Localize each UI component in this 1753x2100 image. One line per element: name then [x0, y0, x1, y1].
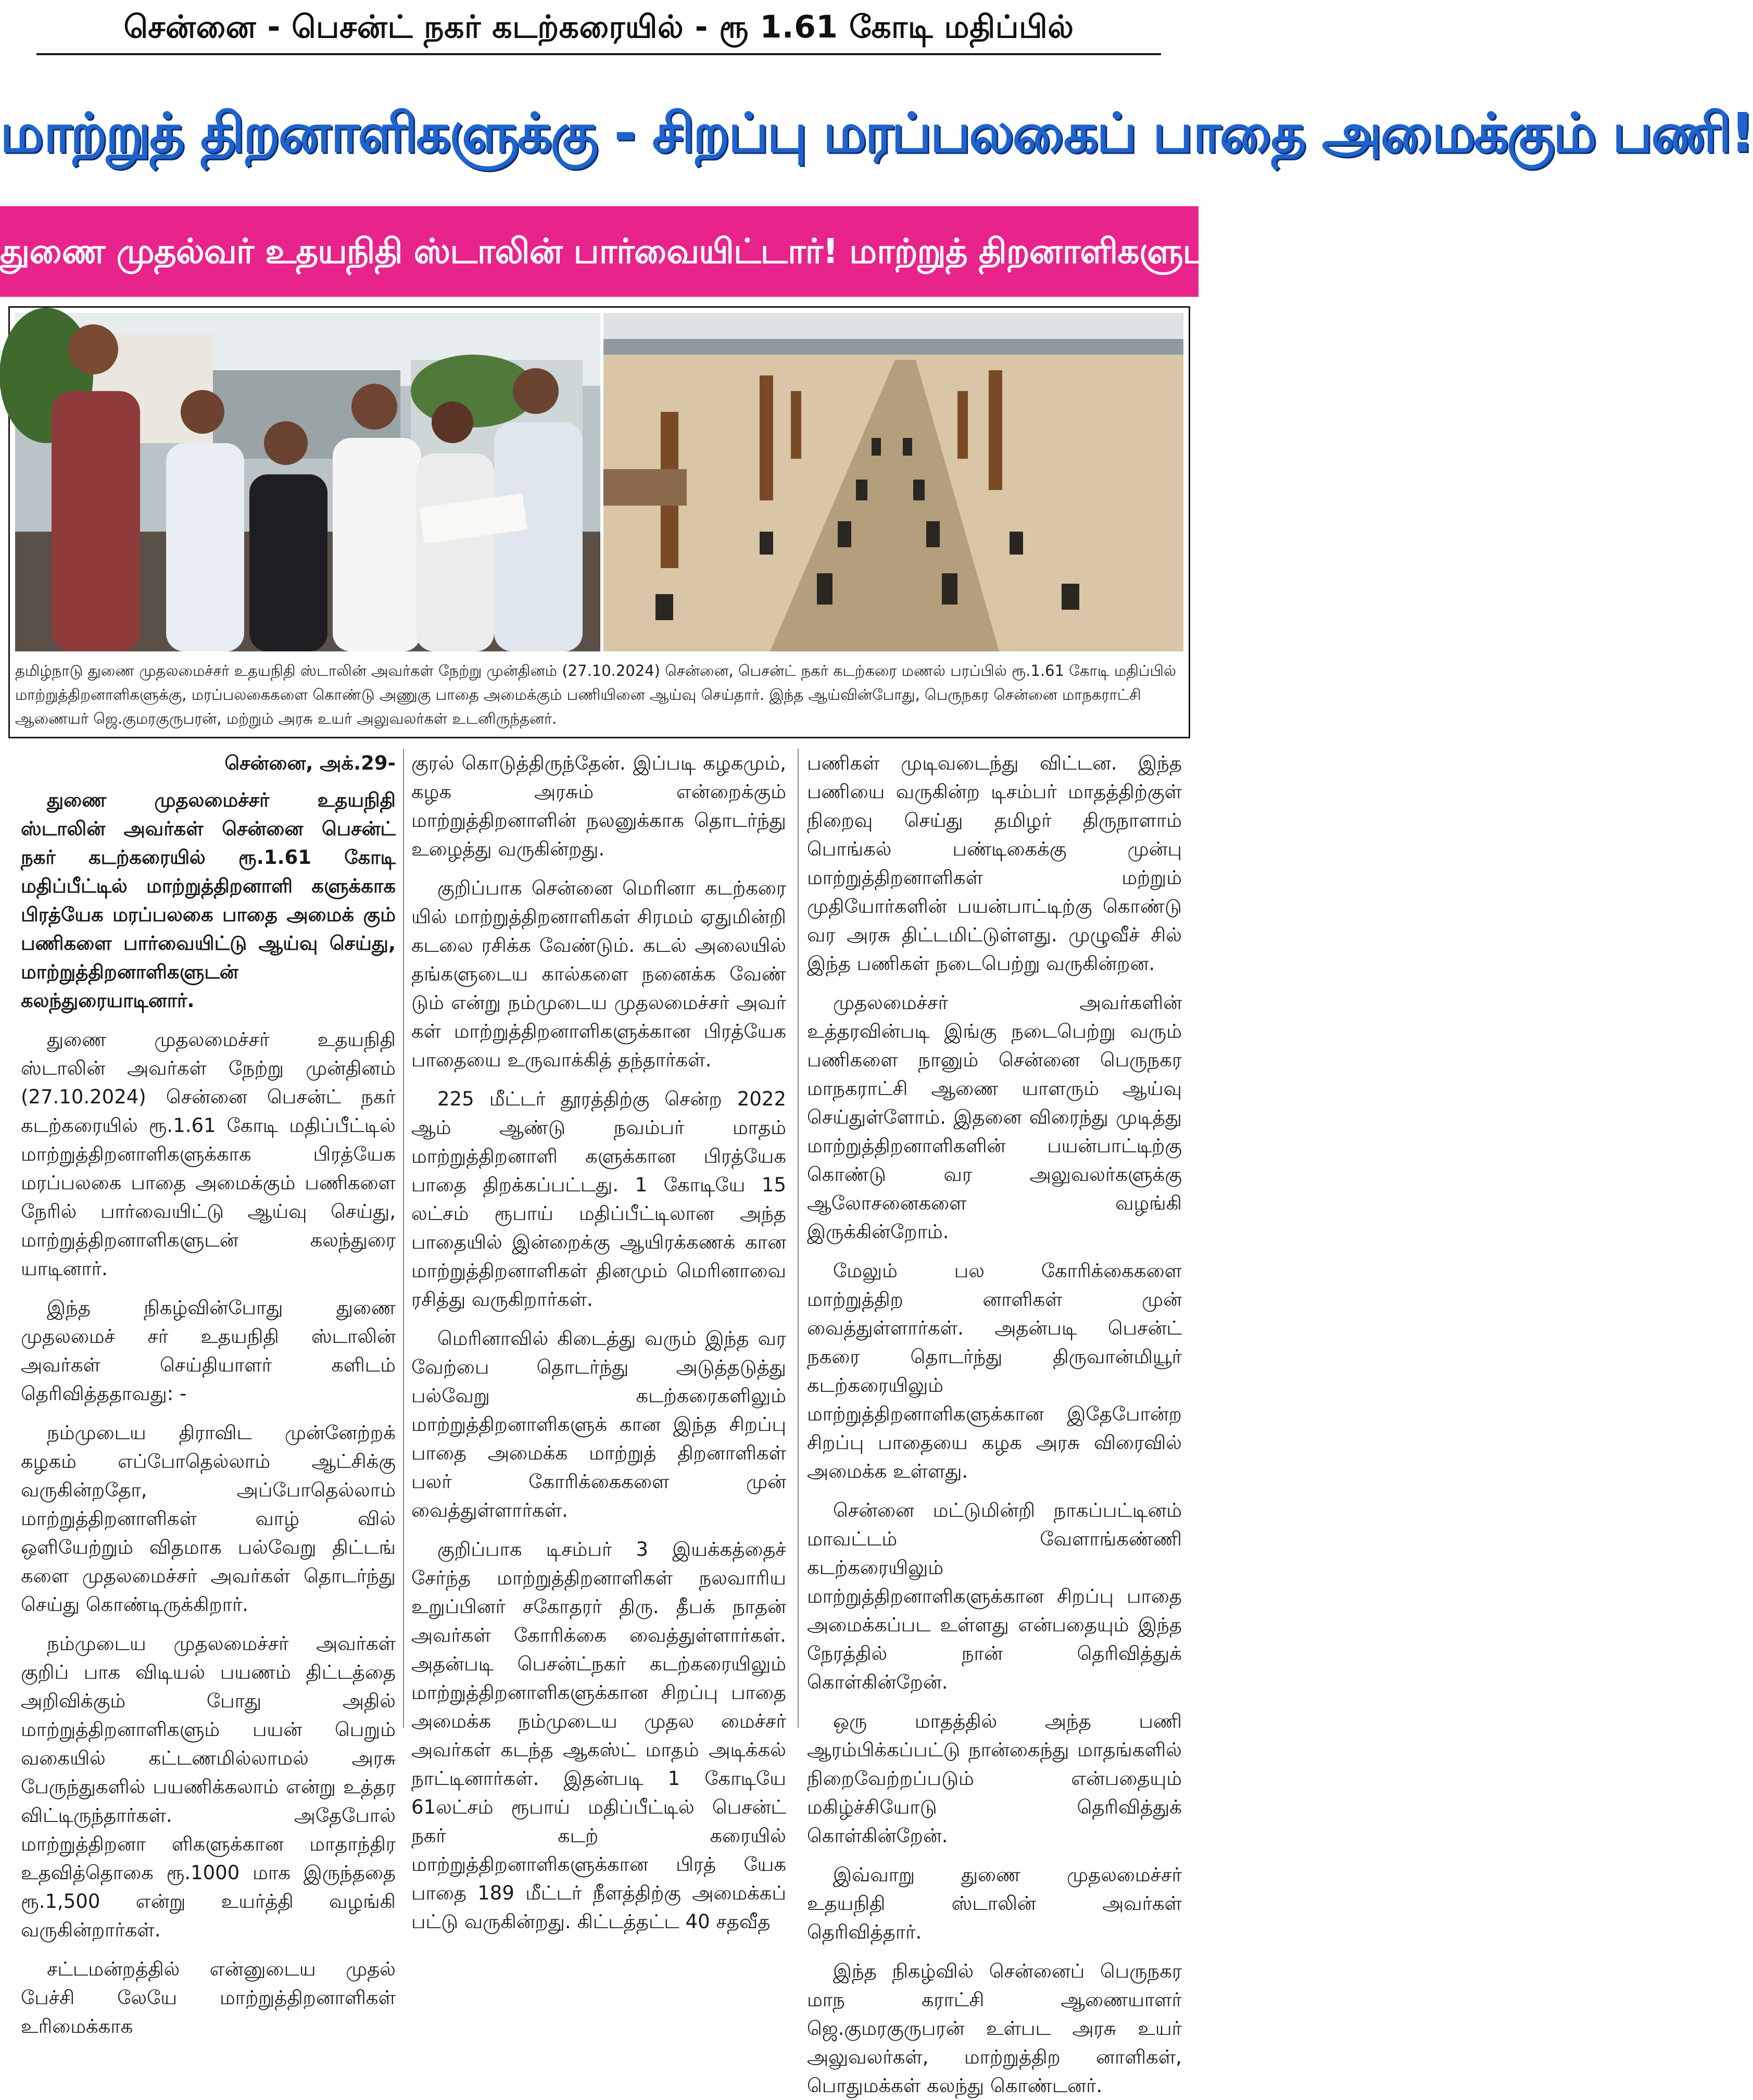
subheadline-band: [0, 206, 1561, 297]
article-paragraph: 225 மீட்டர் தூரத்திற்கு சென்ற 2022 ஆம் ஆண்டு நவம்பர் மாதம் மாற்றுத்திறனாளி களுக்கான பிரத்யேக பாதை திறக்கப்பட்டது. 1 கோடியே 15 லட்சம் ரூபாய் மதிப்பீட்டிலான அந்த பாதையில் இன்றைக்கு ஆயிரக்கணக் கான மாற்றுத்திறனாளிகள் தினமும் மெரினாவை ரசித்து வருகிறார்கள்.: [411, 1088, 786, 1311]
article-paragraph: சட்டமன்றத்தில் என்னுடைய முதல் பேச்சி லேயே மாற்றுத்திறனாளிகள் உரிமைக்காக: [21, 1958, 396, 2038]
subheadline: துணை முதல்வர் உதயநிதி ஸ்டாலின் பார்வையிட்டார்! மாற்றுத் திறனாளிகளுடன் கலந்துரையாடினார்!: [0, 231, 1561, 271]
officials-inspection-photo: [15, 313, 600, 651]
article-paragraph: மெரினாவில் கிடைத்து வரும் இந்த வர வேற்பை தொடர்ந்து அடுத்தடுத்து பல்வேறு கடற்கரைகளிலும் மாற்றுத்திறனாளிகளுக் கான இந்த சிறப்பு பாதை அமைக்க மாற்றுத் திறனாளிகள் பலர் கோரிக்கைகளை முன் வைத்துள்ளார்கள்.: [411, 1327, 786, 1521]
photo-caption: தமிழ்நாடு துணை முதலமைச்சர் உதயநிதி ஸ்டாலின் அவர்கள் நேற்று முன்தினம் (27.10.2024) சென்னை, பெசன்ட் நகர் கடற்கரை மணல் பரப்பில் ரூ.1.61 கோடி மதிப்பில் மாற்றுத்திறனாளிகளுக்கு, மரப்பலகைகளை கொண்டு அணுகு பாதை அமைக்கும் பணியினை ஆய்வு செய்தார். இந்த ஆய்வின்போது, பெருநகர சென்னை மாநகராட்சி ஆணையர் ஜெ.குமரகுருபரன், மற்றும் அரசு உயர் அலுவலர்கள் உடனிருந்தனர்.: [15, 662, 1177, 727]
article-column-1: [21, 749, 396, 2038]
article-column-3: [807, 749, 1182, 2097]
article-paragraph: சென்னை மட்டுமின்றி நாகப்பட்டினம் மாவட்டம் வேளாங்கண்ணி கடற்கரையிலும் மாற்றுத்திறனாளிகளுக்கான சிறப்பு பாதை அமைக்கப்பட உள்ளது என்பதையும் இந்த நேரத்தில் நான் தெரிவித்துக் கொள்கின்றேன்.: [807, 1499, 1182, 1693]
article-paragraph: துணை முதலமைச்சர் உதயநிதி ஸ்டாலின் அவர்கள் நேற்று முன்தினம் (27.10.2024) சென்னை பெசன்ட் நகர் கடற்கரையில் ரூ.1.61 கோடி மதிப்பீட்டில் மாற்றுத்திறனாளிகளுக்காக பிரத்யேக மரப்பலகை பாதை அமைக்கும் பணிகளை நேரில் பார்வையிட்டு ஆய்வு செய்து, மாற்றுத்திறனாளிகளுடன் கலந்துரை யாடினார்.: [21, 1028, 396, 1280]
article-paragraph: பணிகள் முடிவடைந்து விட்டன. இந்த பணியை வருகின்ற டிசம்பர் மாதத்திற்குள் நிறைவு செய்து தமிழர் திருநாளாம் பொங்கல் பண்டிகைக்கு முன்பு மாற்றுத்திறனாளிகள் மற்றும் முதியோர்களின் பயன்பாட்டிற்கு கொண்டு வர அரசு திட்டமிட்டுள்ளது. முழுவீச் சில் இந்த பணிகள் நடைபெற்று வருகின்றன.: [807, 752, 1182, 975]
column-divider: [798, 749, 799, 1728]
article-paragraph: இவ்வாறு துணை முதலமைச்சர் உதயநிதி ஸ்டாலின் அவர்கள் தெரிவித்தார்.: [807, 1864, 1182, 1943]
article-paragraph: குறிப்பாக டிசம்பர் 3 இயக்கத்தைச் சேர்ந்த மாற்றுத்திறனாளிகள் நலவாரிய உறுப்பினர் சகோதரர் திரு. தீபக் நாதன் அவர்கள் கோரிக்கை வைத்துள்ளார்கள். அதன்படி பெசன்ட்நகர் கடற்கரையிலும் மாற்றுத்திறனாளிகளுக்கான சிறப்பு பாதை அமைக்க நம்முடைய முதல மைச்சர் அவர்கள் கடந்த ஆகஸ்ட் மாதம் அடிக்கல் நாட்டினார்கள். இதன்படி 1 கோடியே 61லட்சம் ரூபாய் மதிப்பீட்டில் பெசன்ட் நகர் கடற் கரையில் மாற்றுத்திறனாளிகளுக்கான பிரத் யேக பாதை 189 மீட்டர் நீளத்திற்கு அமைக்கப் பட்டு வருகின்றது. கிட்டத்தட்ட 40 சதவீத: [411, 1538, 786, 1933]
article-paragraph: மேலும் பல கோரிக்கைகளை மாற்றுத்திற னாளிகள் முன் வைத்துள்ளார்கள். அதன்படி பெசன்ட் நகரை தொடர்ந்து திருவான்மியூர் கடற்கரையிலும் மாற்றுத்திறனாளிகளுக்கான இதேபோன்ற சிறப்பு பாதையை கழக அரசு விரைவில் அமைக்க உள்ளது.: [807, 1260, 1182, 1482]
dateline: சென்னை, அக்.29-: [224, 752, 396, 774]
article-paragraph: இந்த நிகழ்வின்போது துணை முதலமைச் சர் உதயநிதி ஸ்டாலின் அவர்கள் செய்தியாளர் களிடம் தெரிவித்ததாவது: -: [21, 1297, 396, 1405]
article-paragraph: நம்முடைய திராவிட முன்னேற்றக் கழகம் எப்போதெல்லாம் ஆட்சிக்கு வருகின்றதோ, அப்போதெல்லாம் மாற்றுத்திறனாளிகள் வாழ் வில் ஒளியேற்றும் விதமாக பல்வேறு திட்டங் களை முதலமைச்சர் அவர்கள் தொடர்ந்து செய்து கொண்டிருக்கிறார்.: [21, 1422, 396, 1616]
article-lead: துணை முதலமைச்சர் உதயநிதி ஸ்டாலின் அவர்கள் சென்னை பெசன்ட் நகர் கடற்கரையில் ரூ.1.61 கோடி மதிப்பீட்டில் மாற்றுத்திறனாளி களுக்காக பிரத்யேக மரப்பலகை பாதை அமைக் கும் பணிகளை பார்வையிட்டு ஆய்வு செய்து, மாற்றுத்திறனாளிகளுடன் கலந்துரையாடினார்.: [21, 789, 396, 1012]
main-headline: மாற்றுத் திறனாளிகளுக்கு - சிறப்பு மரப்பலகைப் பாதை அமைக்கும் பணி!: [0, 101, 1753, 165]
article-paragraph: குறிப்பாக சென்னை மெரினா கடற்கரை யில் மாற்றுத்திறனாளிகள் சிரமம் ஏதுமின்றி கடலை ரசிக்க வேண்டும். கடல் அலையில் தங்களுடைய கால்களை நனைக்க வேண் டும் என்று நம்முடைய முதலமைச்சர் அவர் கள் மாற்றுத்திறனாளிகளுக்கான பிரத்யேக பாதையை உருவாக்கித் தந்தார்கள்.: [411, 877, 786, 1071]
column-divider: [403, 749, 404, 1728]
article-paragraph: ஒரு மாதத்தில் அந்த பணி ஆரம்பிக்கப்பட்டு நான்கைந்து மாதங்களில் நிறைவேற்றப்படும் என்பதையும் மகிழ்ச்சியோடு தெரிவித்துக் கொள்கின்றேன்.: [807, 1710, 1182, 1847]
article-paragraph: குரல் கொடுத்திருந்தேன். இப்படி கழகமும், கழக அரசும் என்றைக்கும் மாற்றுத்திறனாளின் நலனுக்காக தொடர்ந்து உழைத்து வருகின்றது.: [411, 752, 786, 860]
wooden-boardwalk-beach-photo: [603, 313, 1183, 651]
top-headline: சென்னை - பெசன்ட் நகர் கடற்கரையில் - ரூ 1.61 கோடி மதிப்பில்: [123, 9, 1074, 45]
article-column-2: [411, 749, 786, 1933]
article-paragraph: முதலமைச்சர் அவர்களின் உத்தரவின்படி இங்கு நடைபெற்று வரும் பணிகளை நானும் சென்னை பெருநகர மாநகராட்சி ஆணை யாளரும் ஆய்வு செய்துள்ளோம். இதனை விரைந்து முடித்து மாற்றுத்திறனாளிகளின் பயன்பாட்டிற்கு கொண்டு வர அலுவலர்களுக்கு ஆலோசனைகளை வழங்கி இருக்கின்றோம்.: [807, 991, 1182, 1243]
article-paragraph: நம்முடைய முதலமைச்சர் அவர்கள் குறிப் பாக விடியல் பயணம் திட்டத்தை அறிவிக்கும் போது அதில் மாற்றுத்திறனாளிகளும் பயன் பெறும் வகையில் கட்டணமில்லாமல் அரசு பேருந்துகளில் பயணிக்கலாம் என்று உத்தர விட்டிருந்தார்கள். அதேபோல் மாற்றுத்திறனா ளிகளுக்கான மாதாந்திர உதவித்தொகை ரூ.1000 மாக இருந்ததை ரூ.1,500 என்று உயர்த்தி வழங்கி வருகின்றார்கள்.: [21, 1632, 396, 1941]
headline-rule: [36, 53, 1161, 55]
photo-box: [8, 306, 1190, 738]
article-paragraph: இந்த நிகழ்வில் சென்னைப் பெருநகர மாந கராட்சி ஆணையாளர் ஜெ.குமரகுருபரன் உள்பட அரசு உயர் அலுவலர்கள், மாற்றுத்திற னாளிகள், பொதுமக்கள் கலந்து கொண்டனர்.: [807, 1960, 1182, 2097]
